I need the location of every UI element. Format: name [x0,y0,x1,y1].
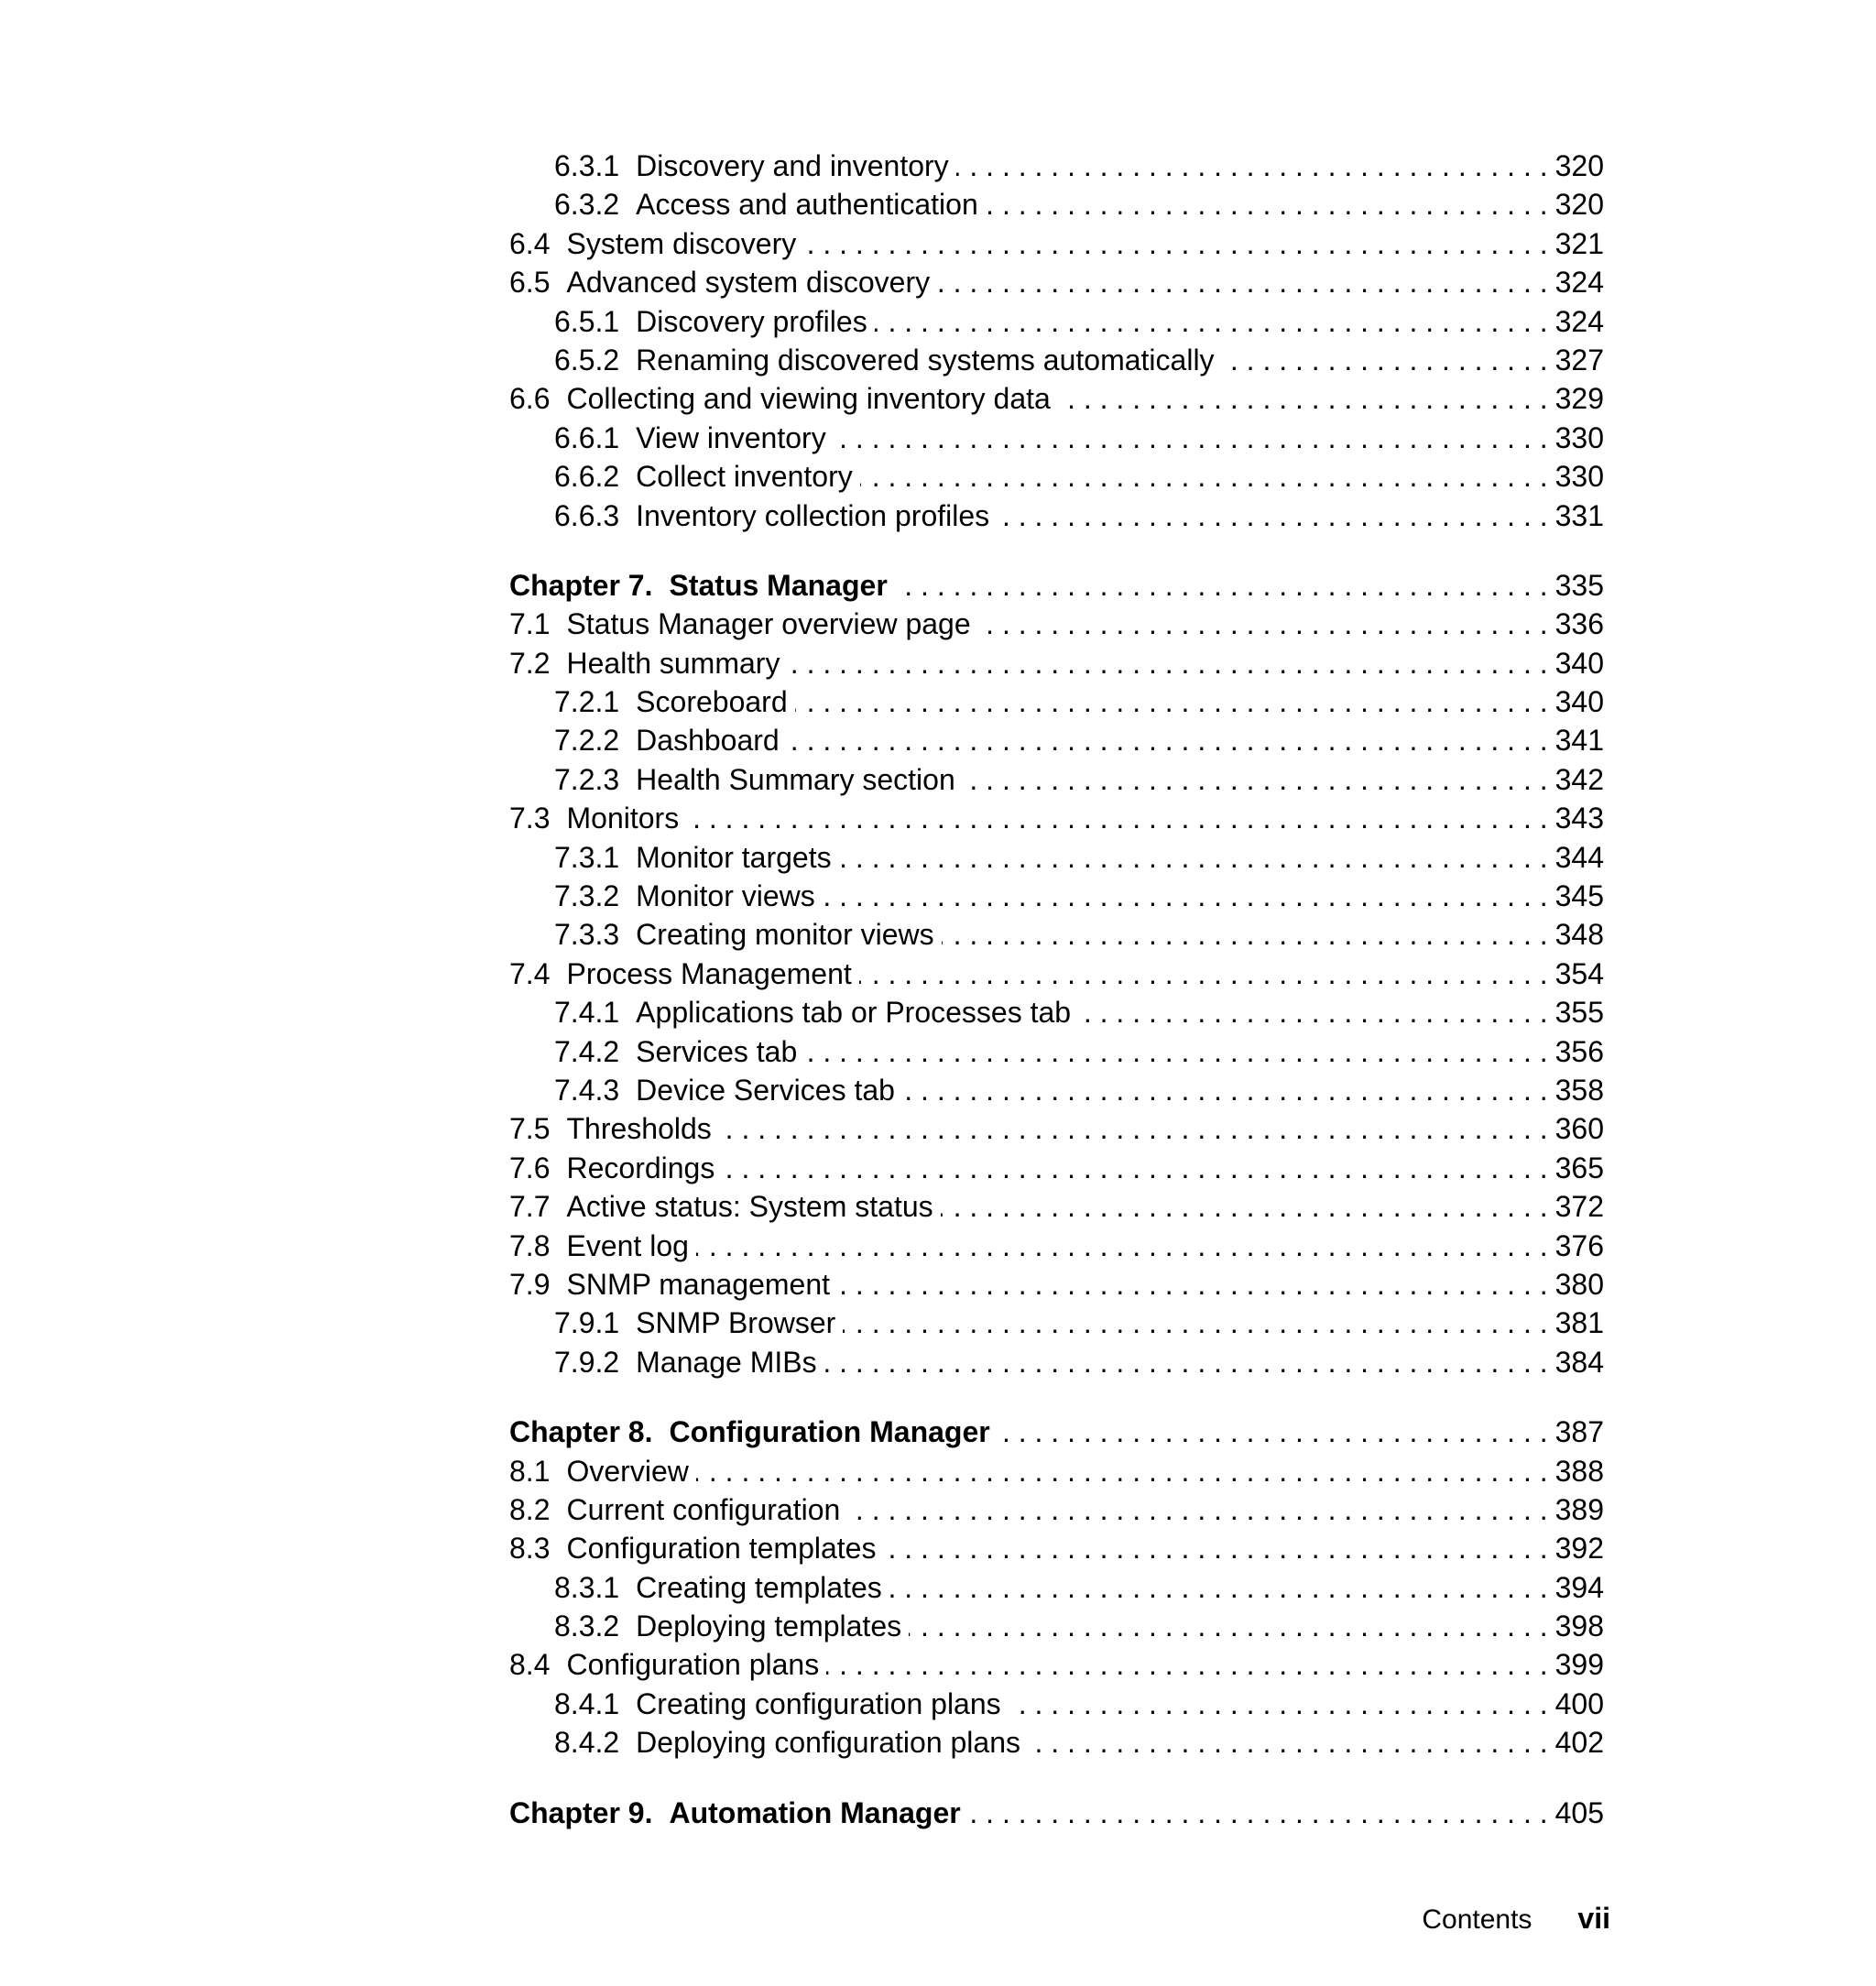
toc-entry[interactable] [509,1149,1604,1187]
toc-entry-page: 336 [1554,607,1604,641]
toc-entry-title: SNMP management [566,1267,831,1301]
toc-entry-number: 7.2.2 [554,724,620,758]
toc-entry-title: Scoreboard [636,685,788,719]
toc-entry-title: Renaming discovered systems automatically [636,343,1215,376]
dot-leader [839,838,1548,877]
toc-entry-title: Services tab [636,1034,798,1068]
toc-entry-number: 7.4.3 [554,1073,620,1107]
dot-leader [1009,1685,1548,1723]
dot-leader [719,1109,1548,1148]
dot-leader [942,915,1548,954]
toc-entry-title: Health summary [566,646,780,680]
toc-entry-number: 6.6.1 [554,420,620,454]
toc-entry[interactable] [509,993,1604,1031]
toc-entry[interactable] [509,147,1604,185]
toc-entry-page: 389 [1554,1492,1604,1526]
toc-entry-title: Collecting and viewing inventory data [566,382,1051,416]
toc-entry-number: 6.5.1 [554,304,620,338]
dot-leader [1028,1723,1548,1762]
toc-entry[interactable] [509,419,1604,457]
toc-entry-page: 405 [1554,1795,1604,1829]
dot-leader [847,1490,1547,1529]
toc-entry-number: 6.4 [509,226,551,260]
toc-entry-number: 7.6 [509,1151,551,1184]
toc-entry-number: 6.6 [509,382,551,416]
toc-entry[interactable] [509,185,1604,224]
toc-entry-title: Manage MIBs [636,1345,817,1379]
toc-entry-page: 324 [1554,266,1604,300]
toc-entry-title: Discovery profiles [636,304,867,338]
dot-leader [889,1568,1548,1607]
toc-entry-title: Process Management [566,956,852,990]
dot-leader [787,644,1547,682]
dot-leader [696,1227,1548,1265]
page-number: vii [1577,1902,1610,1935]
toc-entry[interactable] [509,1645,1604,1684]
toc-entry-number: 7.3.2 [554,879,620,913]
toc-entry-number: 7.9 [509,1267,551,1301]
toc-entry-number: 8.3.2 [554,1610,620,1643]
toc-entry-number: 7.1 [509,607,551,641]
toc-entry[interactable] [509,915,1604,954]
toc-entry-number: 7.8 [509,1228,551,1262]
toc-chapter-entry[interactable] [509,1794,1604,1832]
toc-entry-page: 380 [1554,1267,1604,1301]
toc-entry[interactable] [509,955,1604,993]
toc-entry-page: 330 [1554,460,1604,494]
toc-entry-page: 381 [1554,1306,1604,1340]
toc-entry-page: 358 [1554,1073,1604,1107]
dot-leader [997,496,1547,535]
toc-entry-title: Advanced system discovery [566,266,931,300]
toc-entry[interactable] [509,263,1604,301]
dot-leader [895,566,1548,605]
toc-entry-number: 7.2.1 [554,685,620,719]
toc-entry-page: 345 [1554,879,1604,913]
toc-entry-page: 376 [1554,1228,1604,1262]
dot-leader [859,955,1548,993]
toc-entry[interactable] [509,1490,1604,1529]
toc-entry-page: 324 [1554,304,1604,338]
dot-leader [963,760,1548,799]
toc-entry-title: Health Summary section [636,762,955,796]
toc-entry-number: 7.5 [509,1112,551,1146]
dot-leader [803,224,1547,263]
toc-entry[interactable] [509,721,1604,759]
dot-leader [1078,993,1548,1031]
toc-entry-number: 6.3.2 [554,188,620,222]
toc-entry[interactable] [509,1568,1604,1607]
toc-entry-title: Active status: System status [566,1190,933,1224]
toc-entry-number: Chapter 9. [509,1795,653,1829]
toc-entry-number: 6.5 [509,266,551,300]
toc-entry-page: 398 [1554,1610,1604,1643]
dot-leader [1222,341,1548,379]
toc-entry[interactable] [509,1187,1604,1226]
toc-entry[interactable] [509,1227,1604,1265]
toc-entry-number: 7.3.3 [554,918,620,952]
toc-entry-page: 341 [1554,724,1604,758]
dot-leader [787,721,1548,759]
toc-entry-number: Chapter 7. [509,568,653,602]
toc-entry-title: Device Services tab [636,1073,895,1107]
toc-entry[interactable] [509,1109,1604,1148]
toc-entry-page: 384 [1554,1345,1604,1379]
toc-entry[interactable] [509,1723,1604,1762]
dot-leader [998,1413,1548,1451]
toc-entry[interactable] [509,457,1604,496]
toc-entry-page: 340 [1554,646,1604,680]
toc-entry-title: Inventory collection profiles [636,498,990,532]
dot-leader [686,799,1547,837]
toc-entry-page: 394 [1554,1570,1604,1604]
toc-entry-page: 355 [1554,996,1604,1030]
dot-leader [795,682,1548,721]
toc-entry-number: 8.4 [509,1648,551,1682]
toc-entry[interactable] [509,605,1604,643]
toc-entry-page: 354 [1554,956,1604,990]
toc-entry-page: 327 [1554,343,1604,376]
toc-entry-page: 400 [1554,1686,1604,1720]
toc-entry[interactable] [509,644,1604,682]
toc-entry-page: 343 [1554,802,1604,835]
toc-entry[interactable] [509,799,1604,837]
dot-leader [941,1187,1548,1226]
toc-entry-title: Monitor views [636,879,815,913]
dot-leader [875,302,1548,341]
toc-entry-title: Thresholds [566,1112,712,1146]
dot-leader [860,457,1548,496]
toc-entry[interactable] [509,1304,1604,1342]
toc-entry-number: 7.2 [509,646,551,680]
toc-entry-title: Applications tab or Processes tab [636,996,1072,1030]
toc-entry-title: Collect inventory [636,460,853,494]
toc-entry-title: SNMP Browser [636,1306,836,1340]
page-footer [1422,1902,1610,1936]
toc-chapter-entry[interactable] [509,566,1604,605]
toc-entry[interactable] [509,224,1604,263]
toc-entry-title: Automation Manager [669,1795,961,1829]
toc-entry-number: 6.6.2 [554,460,620,494]
toc-entry-title: Monitors [566,802,680,835]
toc-chapter-entry[interactable] [509,1413,1604,1451]
toc-entry-title: Dashboard [636,724,780,758]
toc-entry[interactable] [509,1343,1604,1381]
dot-leader [883,1529,1547,1567]
toc-entry-page: 335 [1554,568,1604,602]
dot-leader [826,1645,1547,1684]
toc-entry-title: Deploying configuration plans [636,1726,1020,1760]
toc-entry-page: 329 [1554,382,1604,416]
toc-entry-page: 330 [1554,420,1604,454]
toc-entry-page: 344 [1554,840,1604,874]
toc-entry-number: 6.3.1 [554,149,620,182]
toc-entry-title: Status Manager overview page [566,607,971,641]
dot-leader [902,1071,1548,1109]
toc-entry-number: 8.4.2 [554,1726,620,1760]
toc-entry-title: Creating monitor views [636,918,934,952]
toc-entry-title: Creating configuration plans [636,1686,1001,1720]
toc-entry-title: Creating templates [636,1570,882,1604]
toc-entry-page: 402 [1554,1726,1604,1760]
dot-leader [804,1032,1547,1071]
toc-entry-number: 7.3 [509,802,551,835]
toc-entry[interactable] [509,1265,1604,1304]
dot-leader [843,1304,1547,1342]
dot-leader [823,877,1548,915]
toc-entry[interactable] [509,1452,1604,1490]
toc-entry-page: 392 [1554,1532,1604,1566]
dot-leader [986,185,1548,224]
toc-entry[interactable] [509,838,1604,877]
toc-entry-number: 6.5.2 [554,343,620,376]
toc-entry-number: 7.4.2 [554,1034,620,1068]
toc-entry-number: 7.2.3 [554,762,620,796]
toc-entry-page: 360 [1554,1112,1604,1146]
dot-leader [978,605,1548,643]
toc-entry-title: Monitor targets [636,840,832,874]
toc-entry-title: Recordings [566,1151,715,1184]
toc-entry[interactable] [509,1032,1604,1071]
dot-leader [834,419,1548,457]
dot-leader [837,1265,1548,1304]
toc-entry-number: 8.4.1 [554,1686,620,1720]
toc-entry-page: 387 [1554,1415,1604,1449]
toc-entry-page: 388 [1554,1454,1604,1488]
toc-entry-title: Access and authentication [636,188,978,222]
dot-leader [1058,379,1548,418]
toc-entry-page: 320 [1554,149,1604,182]
toc-entry-page: 320 [1554,188,1604,222]
toc-entry-title: Configuration templates [566,1532,877,1566]
toc-entry-number: 7.4.1 [554,996,620,1030]
toc-entry-number: 7.7 [509,1190,551,1224]
toc-entry-title: Status Manager [669,568,888,602]
toc-entry-page: 348 [1554,918,1604,952]
toc-entry-title: View inventory [636,420,826,454]
toc-entry-page: 331 [1554,498,1604,532]
toc-entry-number: 7.4 [509,956,551,990]
toc-entry-page: 372 [1554,1190,1604,1224]
toc-entry[interactable] [509,682,1604,721]
toc-entry-number: 8.3.1 [554,1570,620,1604]
toc-entry-number: 8.3 [509,1532,551,1566]
toc-entry[interactable] [509,1071,1604,1109]
toc-entry-number: 7.3.1 [554,840,620,874]
toc-entry[interactable] [509,496,1604,535]
toc-entry-title: Overview [566,1454,689,1488]
toc-entry[interactable] [509,877,1604,915]
footer-section-label: Contents [1422,1904,1532,1935]
toc-entry[interactable] [509,1607,1604,1645]
toc-entry[interactable] [509,1685,1604,1723]
toc-entry[interactable] [509,341,1604,379]
toc-entry-page: 365 [1554,1151,1604,1184]
toc-entry-page: 342 [1554,762,1604,796]
dot-leader [696,1452,1548,1490]
toc-entry[interactable] [509,302,1604,341]
toc-entry-page: 356 [1554,1034,1604,1068]
toc-entry-title: Configuration plans [566,1648,820,1682]
toc-entry-number: Chapter 8. [509,1415,653,1449]
toc-entry-title: Event log [566,1228,689,1262]
dot-leader [722,1149,1547,1187]
toc-entry-page: 399 [1554,1648,1604,1682]
toc-entry-title: Configuration Manager [669,1415,990,1449]
toc-entry-title: Discovery and inventory [636,149,949,182]
toc-entry-title: Deploying templates [636,1610,902,1643]
toc-entry-number: 8.2 [509,1492,551,1526]
toc-entry-page: 340 [1554,685,1604,719]
toc-entry[interactable] [509,379,1604,418]
toc-entry-page: 321 [1554,226,1604,260]
dot-leader [909,1607,1548,1645]
toc-entry[interactable] [509,760,1604,799]
toc-entry-title: Current configuration [566,1492,841,1526]
toc-entry[interactable] [509,1529,1604,1567]
toc-entry-number: 6.6.3 [554,498,620,532]
toc-entry-number: 7.9.1 [554,1306,620,1340]
table-of-contents [509,147,1604,1832]
toc-entry-number: 8.1 [509,1454,551,1488]
toc-entry-number: 7.9.2 [554,1345,620,1379]
dot-leader [937,263,1548,301]
dot-leader [956,147,1548,185]
dot-leader [968,1794,1548,1832]
dot-leader [824,1343,1548,1381]
toc-entry-title: System discovery [566,226,797,260]
